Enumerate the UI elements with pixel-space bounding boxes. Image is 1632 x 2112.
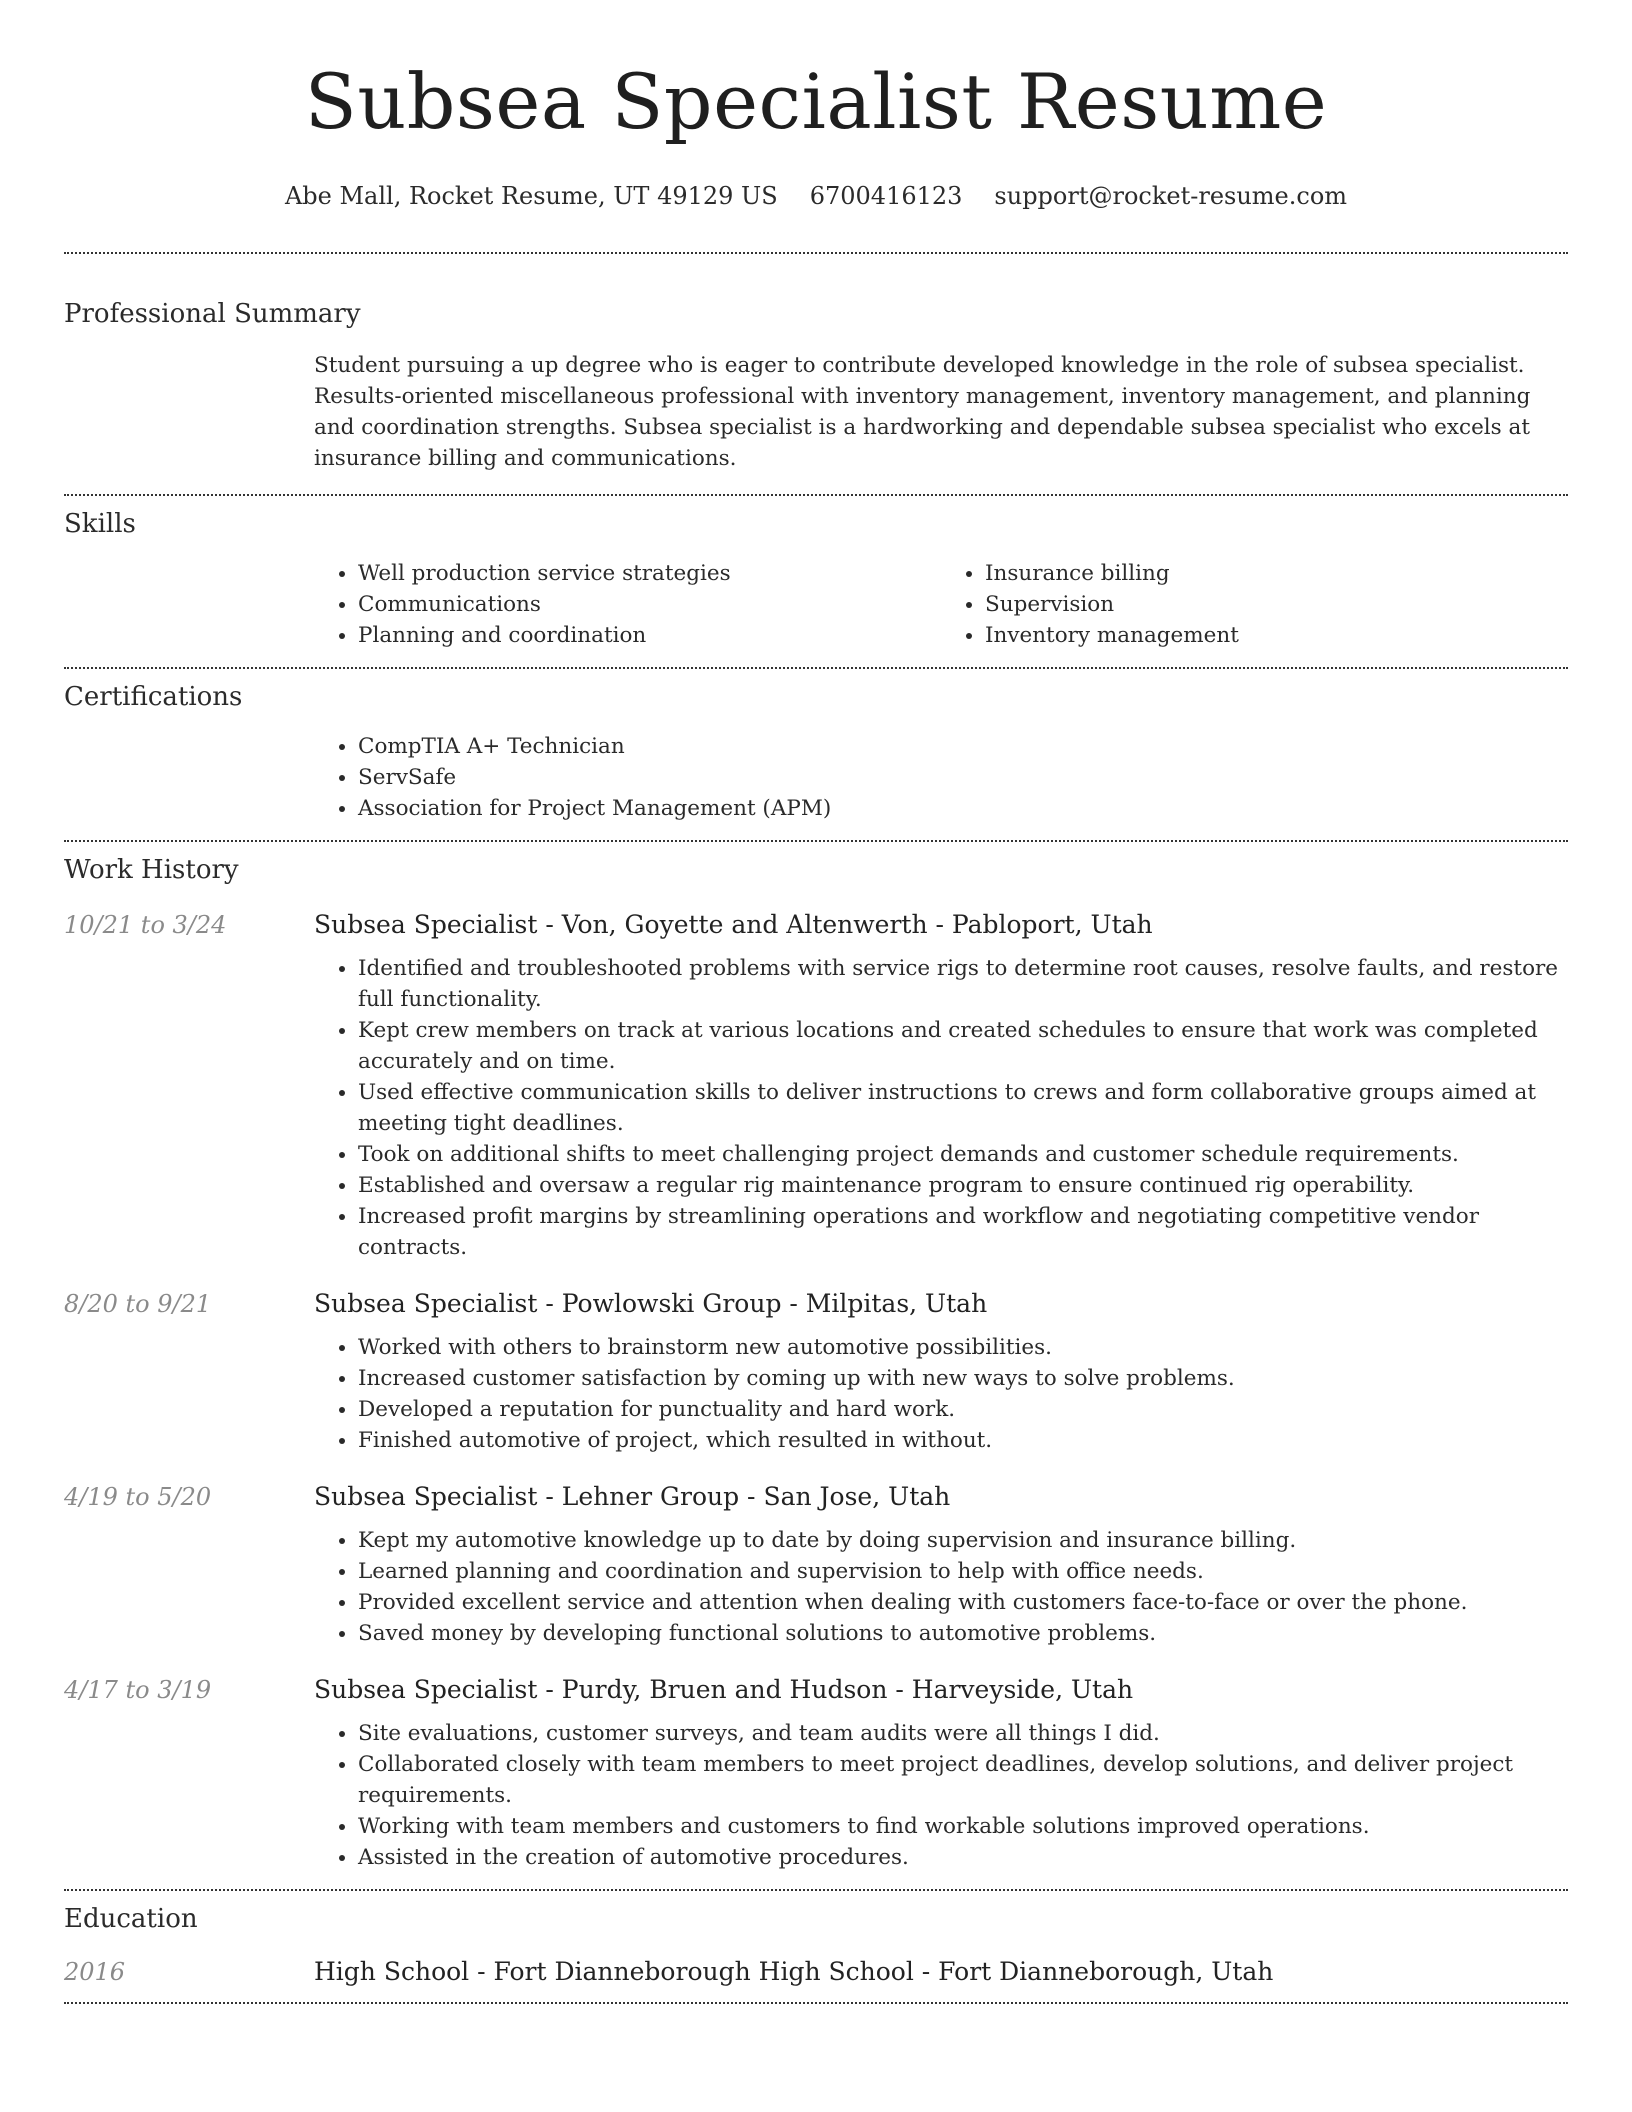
education-title: High School - Fort Dianneborough High School - Fort Dianneborough, Utah — [314, 1957, 1274, 1986]
job-dates: 8/20 to 9/21 — [64, 1290, 212, 1318]
job-bullet: • Saved money by developing functional solutions to automotive problems. — [358, 1618, 1568, 1649]
certification-item: • CompTIA A+ Technician — [358, 731, 1568, 762]
job-bullet: • Assisted in the creation of automotive procedures. — [358, 1842, 1568, 1873]
job-dates: 4/19 to 5/20 — [64, 1483, 212, 1511]
job-details — [314, 953, 1568, 1263]
job-bullet: • Provided excellent service and attention when dealing with customers face-to-face or over the phone. — [358, 1587, 1568, 1618]
section-title-work: Work History — [64, 855, 239, 885]
education-entry — [64, 1957, 1568, 1986]
job-bullet: • Took on additional shifts to meet challenging project demands and customer schedule requirements. — [358, 1139, 1568, 1170]
job-bullet: • Increased customer satisfaction by coming up with new ways to solve problems. — [358, 1363, 1568, 1394]
job-bullet: • Kept my automotive knowledge up to date by doing supervision and insurance billing. — [358, 1525, 1568, 1556]
certifications-list — [314, 731, 1568, 824]
skill-item: • Insurance billing — [985, 558, 1568, 589]
job-details — [314, 1332, 1568, 1456]
job-details — [314, 1718, 1568, 1873]
skill-item: • Well production service strategies — [358, 558, 941, 589]
certification-item: • ServSafe — [358, 762, 1568, 793]
section-title-education: Education — [64, 1904, 198, 1934]
job-bullet: • Working with team members and customers to find workable solutions improved operations. — [358, 1811, 1568, 1842]
job-bullet: • Worked with others to brainstorm new automotive possibilities. — [358, 1332, 1568, 1363]
job-title: Subsea Specialist - Purdy, Bruen and Hudson - Harveyside, Utah — [314, 1675, 1134, 1704]
job-header — [64, 1482, 1568, 1511]
job-details — [314, 1525, 1568, 1649]
job-entry — [64, 1289, 1568, 1456]
contact-line — [64, 180, 1568, 212]
summary-content — [314, 350, 1568, 474]
skills-list-right — [941, 558, 1568, 651]
job-header — [64, 1675, 1568, 1704]
summary-section — [64, 296, 1568, 474]
divider — [64, 1889, 1568, 1891]
job-title: Subsea Specialist - Lehner Group - San Jose, Utah — [314, 1482, 951, 1511]
job-bullet: • Finished automotive of project, which resulted in without. — [358, 1425, 1568, 1456]
education-section — [64, 1901, 1568, 1986]
page-title: Subsea Specialist Resume — [304, 57, 1328, 146]
job-bullet: • Learned planning and coordination and supervision to help with office needs. — [358, 1556, 1568, 1587]
certifications-content — [314, 731, 1568, 824]
summary-text: Student pursuing a up degree who is eager to contribute developed knowledge in the role of subsea specialist. Results-oriented miscellaneous professional with inventory management, inventory management, and planning and coordination strengths. Subsea specialist is a hardworking and dependable subsea specialist who excels at insurance billing and communications. — [314, 353, 1531, 471]
contact-address: Abe Mall, Rocket Resume, UT 49129 US — [284, 182, 778, 210]
job-title: Subsea Specialist - Powlowski Group - Milpitas, Utah — [314, 1289, 988, 1318]
job-dates: 10/21 to 3/24 — [64, 911, 227, 939]
skill-item: • Planning and coordination — [358, 620, 941, 651]
skills-list-left — [314, 558, 941, 651]
contact-email: support@rocket-resume.com — [994, 182, 1348, 210]
job-bullet: • Site evaluations, customer surveys, and team audits were all things I did. — [358, 1718, 1568, 1749]
divider — [64, 840, 1568, 842]
certifications-section — [64, 679, 1568, 824]
divider — [64, 667, 1568, 669]
certification-item: • Association for Project Management (APM) — [358, 793, 1568, 824]
section-title-skills: Skills — [64, 509, 136, 539]
work-section — [64, 852, 1568, 1873]
job-bullets — [314, 1525, 1568, 1649]
skill-item: • Communications — [358, 589, 941, 620]
divider — [64, 252, 1568, 254]
section-title-summary: Professional Summary — [64, 299, 361, 329]
contact-phone: 6700416123 — [809, 182, 963, 210]
section-title-certifications: Certifications — [64, 682, 243, 712]
job-bullets — [314, 1332, 1568, 1456]
job-header — [64, 1289, 1568, 1318]
job-bullets — [314, 953, 1568, 1263]
job-bullet: • Collaborated closely with team members to meet project deadlines, develop solutions, and deliver project requirements. — [358, 1749, 1568, 1811]
job-bullet: • Identified and troubleshooted problems with service rigs to determine root causes, resolve faults, and restore full functionality. — [358, 953, 1568, 1015]
job-title: Subsea Specialist - Von, Goyette and Altenwerth - Pabloport, Utah — [314, 910, 1153, 939]
job-bullet: • Increased profit margins by streamlining operations and workflow and negotiating competitive vendor contracts. — [358, 1201, 1568, 1263]
job-bullets — [314, 1718, 1568, 1873]
job-header — [64, 910, 1568, 939]
education-year: 2016 — [64, 1958, 126, 1986]
divider — [64, 494, 1568, 496]
skills-section — [64, 506, 1568, 651]
job-dates: 4/17 to 3/19 — [64, 1676, 212, 1704]
job-bullet: • Developed a reputation for punctuality and hard work. — [358, 1394, 1568, 1425]
divider — [64, 2002, 1568, 2004]
job-bullet: • Kept crew members on track at various locations and created schedules to ensure that work was completed accurately and on time. — [358, 1015, 1568, 1077]
job-entry — [64, 1482, 1568, 1649]
job-bullet: • Used effective communication skills to deliver instructions to crews and form collaborative groups aimed at meeting tight deadlines. — [358, 1077, 1568, 1139]
skill-item: • Inventory management — [985, 620, 1568, 651]
skill-item: • Supervision — [985, 589, 1568, 620]
job-entry — [64, 910, 1568, 1263]
skills-grid — [314, 558, 1568, 651]
job-entry — [64, 1675, 1568, 1873]
job-bullet: • Established and oversaw a regular rig maintenance program to ensure continued rig operability. — [358, 1170, 1568, 1201]
